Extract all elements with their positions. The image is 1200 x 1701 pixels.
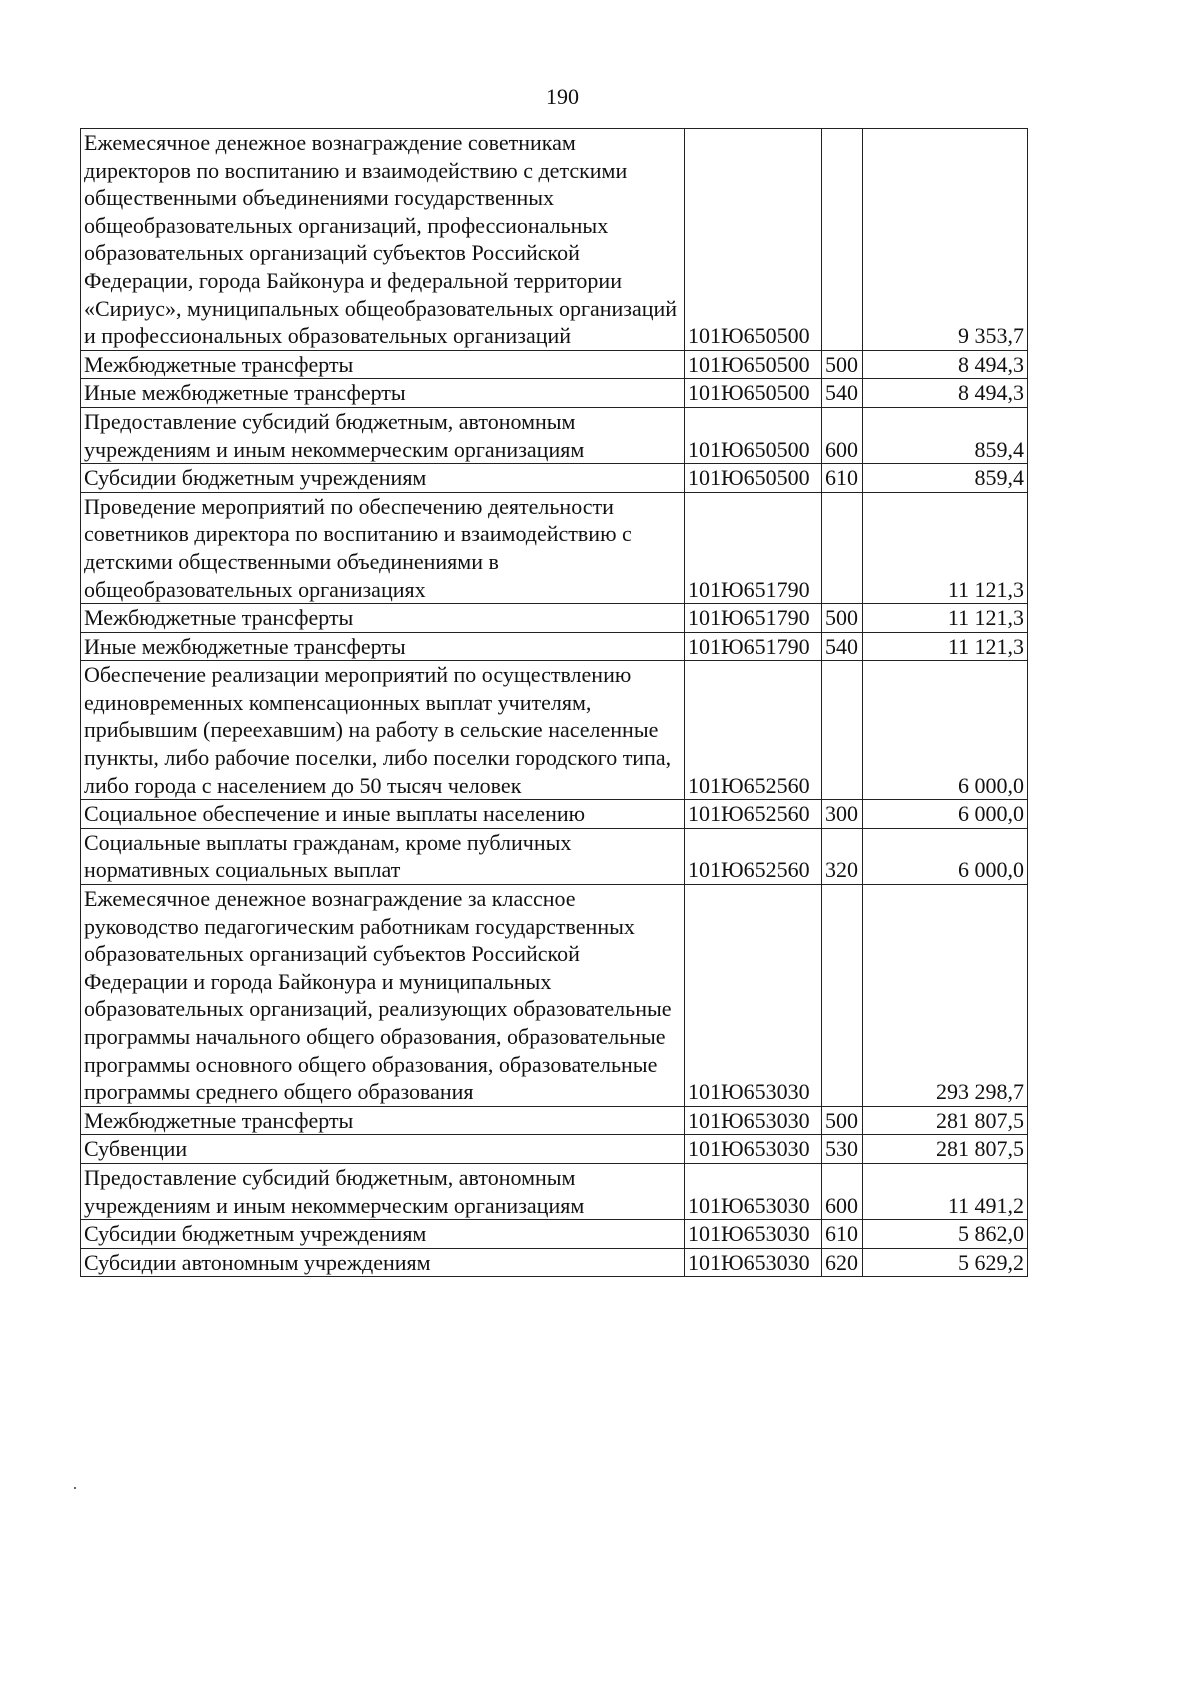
row-code: 101Ю650500 [685,379,822,408]
row-sum: 859,4 [863,407,1028,463]
table-row [81,604,1028,633]
row-code: 101Ю652560 [685,800,822,829]
row-code: 101Ю653030 [685,1220,822,1249]
budget-table [80,128,1028,1277]
row-type [822,661,863,800]
row-type: 500 [822,1106,863,1135]
row-type: 610 [822,464,863,493]
row-sum: 5 629,2 [863,1248,1028,1277]
row-name: Ежемесячное денежное вознаграждение за классное руководство педагогическим работникам государственных образовательных организаций субъектов Российской Федерации и города Байконура и муниципальных образовательных организаций, реализующих образовательные программы начального общего образования, образовательные программы основного общего образования, образовательные программы среднего общего образования [81,885,685,1107]
row-name: Субсидии бюджетным учреждениям [81,1220,685,1249]
row-sum: 6 000,0 [863,800,1028,829]
row-name: Субсидии автономным учреждениям [81,1248,685,1277]
row-name: Проведение мероприятий по обеспечению деятельности советников директора по воспитанию и взаимодействию с детскими общественными объединениями в общеобразовательных организациях [81,492,685,603]
table-row [81,407,1028,463]
row-type: 620 [822,1248,863,1277]
row-name: Социальное обеспечение и иные выплаты населению [81,800,685,829]
table-row [81,379,1028,408]
row-name: Предоставление субсидий бюджетным, автономным учреждениям и иным некоммерческим организациям [81,1163,685,1219]
row-code: 101Ю652560 [685,661,822,800]
row-name: Иные межбюджетные трансферты [81,632,685,661]
row-type: 540 [822,379,863,408]
row-sum: 6 000,0 [863,661,1028,800]
table-row [81,350,1028,379]
row-code: 101Ю650500 [685,129,822,351]
row-sum: 281 807,5 [863,1135,1028,1164]
row-type: 300 [822,800,863,829]
row-code: 101Ю650500 [685,464,822,493]
row-sum: 11 121,3 [863,492,1028,603]
table-row [81,1248,1028,1277]
row-sum: 859,4 [863,464,1028,493]
row-sum: 8 494,3 [863,379,1028,408]
row-name: Межбюджетные трансферты [81,1106,685,1135]
row-name: Ежемесячное денежное вознаграждение советникам директоров по воспитанию и взаимодействию с детскими общественными объединениями государственных общеобразовательных организаций, профессиональных образовательных организаций субъектов Российской Федерации, города Байконура и федеральной территории «Сириус», муниципальных общеобразовательных организаций и профессиональных образовательных организаций [81,129,685,351]
row-name: Субвенции [81,1135,685,1164]
row-sum: 5 862,0 [863,1220,1028,1249]
scan-speck [74,1487,76,1489]
table-row [81,1163,1028,1219]
table-row [81,632,1028,661]
row-name: Иные межбюджетные трансферты [81,379,685,408]
table-row [81,800,1028,829]
row-code: 101Ю650500 [685,407,822,463]
row-type: 530 [822,1135,863,1164]
row-sum: 293 298,7 [863,885,1028,1107]
row-type: 500 [822,604,863,633]
row-type: 500 [822,350,863,379]
row-type: 600 [822,1163,863,1219]
row-type [822,492,863,603]
row-code: 101Ю653030 [685,1163,822,1219]
row-type: 540 [822,632,863,661]
row-code: 101Ю653030 [685,1135,822,1164]
row-type: 610 [822,1220,863,1249]
row-name: Предоставление субсидий бюджетным, автономным учреждениям и иным некоммерческим организациям [81,407,685,463]
table-row [81,885,1028,1107]
row-type [822,129,863,351]
row-sum: 281 807,5 [863,1106,1028,1135]
row-code: 101Ю653030 [685,1106,822,1135]
row-name: Субсидии бюджетным учреждениям [81,464,685,493]
row-sum: 11 491,2 [863,1163,1028,1219]
table-row [81,129,1028,351]
table-row [81,1220,1028,1249]
row-name: Межбюджетные трансферты [81,604,685,633]
row-code: 101Ю650500 [685,350,822,379]
row-sum: 9 353,7 [863,129,1028,351]
table-row [81,1135,1028,1164]
row-code: 101Ю653030 [685,1248,822,1277]
row-name: Социальные выплаты гражданам, кроме публичных нормативных социальных выплат [81,828,685,884]
row-code: 101Ю651790 [685,492,822,603]
row-type: 320 [822,828,863,884]
table-row [81,464,1028,493]
row-code: 101Ю651790 [685,632,822,661]
row-code: 101Ю652560 [685,828,822,884]
row-code: 101Ю651790 [685,604,822,633]
row-code: 101Ю653030 [685,885,822,1107]
table-row [81,1106,1028,1135]
row-name: Межбюджетные трансферты [81,350,685,379]
table-row [81,661,1028,800]
row-sum: 11 121,3 [863,604,1028,633]
table-row [81,492,1028,603]
row-type: 600 [822,407,863,463]
row-type [822,885,863,1107]
row-sum: 6 000,0 [863,828,1028,884]
row-sum: 11 121,3 [863,632,1028,661]
table-row [81,828,1028,884]
page-number: 190 [546,84,579,109]
row-name: Обеспечение реализации мероприятий по осуществлению единовременных компенсационных выплат учителям, прибывшим (переехавшим) на работу в сельские населенные пункты, либо рабочие поселки, либо поселки городского типа, либо города с населением до 50 тысяч человек [81,661,685,800]
row-sum: 8 494,3 [863,350,1028,379]
